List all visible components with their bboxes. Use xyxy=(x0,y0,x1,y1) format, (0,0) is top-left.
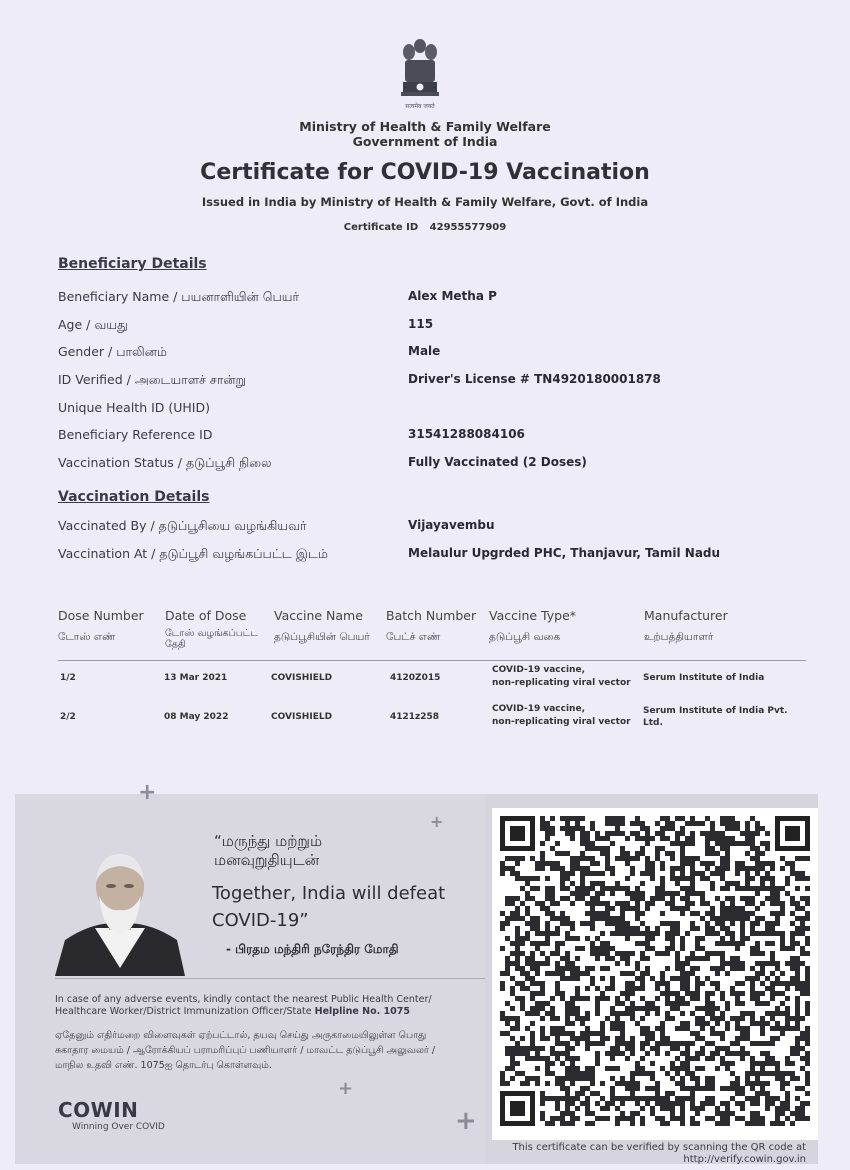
verify-text: This certificate can be verified by scanning the QR code at xyxy=(512,1142,806,1153)
batch-number: 4120Z015 xyxy=(390,673,441,683)
vaccination-details-heading: Vaccination Details xyxy=(58,489,210,505)
vaccine-type-line1: COVID-19 vaccine, xyxy=(492,665,585,675)
beneficiary-name-row xyxy=(58,289,818,309)
divider xyxy=(55,978,485,979)
svg-text:सत्यमेव जयते: सत्यमेव जयते xyxy=(405,103,435,110)
notice-line: மாநில உதவி எண். 1075ஐ தொடர்பு கொள்ளவும். xyxy=(55,1060,272,1071)
col-label-ta: பேட்ச் எண் xyxy=(386,631,441,643)
field-label: Vaccinated By / தடுப்பூசியை வழங்கியவர் xyxy=(58,518,307,533)
beneficiary-details-heading: Beneficiary Details xyxy=(58,256,207,272)
plus-decoration-icon: + xyxy=(138,780,157,805)
vaccination-status-row xyxy=(58,455,818,475)
notice-line: ஏதேனும் எதிர்மறை விளைவுகள் ஏற்பட்டால், தயவு செய்து அருகாமையிலுள்ள பொது xyxy=(55,1030,427,1041)
field-label: Vaccination At / தடுப்பூசி வழங்கப்பட்ட இடம் xyxy=(58,546,328,561)
field-value: Driver's License # TN4920180001878 xyxy=(408,372,661,386)
manufacturer-line1: Serum Institute of India xyxy=(643,673,765,683)
dose-date: 08 May 2022 xyxy=(164,712,229,722)
plus-decoration-icon: + xyxy=(430,812,444,831)
plus-decoration-icon: + xyxy=(338,1078,354,1099)
vaccine-name: COVISHIELD xyxy=(271,712,333,722)
manufacturer-line2: Ltd. xyxy=(643,718,663,728)
verify-url: http://verify.cowin.gov.in xyxy=(683,1154,806,1165)
government-name: Government of India xyxy=(352,134,498,149)
field-value: Melaulur Upgrded PHC, Thanjavur, Tamil Nadu xyxy=(408,546,721,560)
batch-number: 4121z258 xyxy=(390,712,440,722)
field-label: Beneficiary Reference ID xyxy=(58,427,213,442)
col-label-ta: டோஸ் எண் xyxy=(58,631,116,643)
vaccine-name: COVISHIELD xyxy=(271,673,333,683)
col-date xyxy=(165,608,258,650)
field-label: Unique Health ID (UHID) xyxy=(58,400,210,415)
col-label-ta: டோஸ் வழங்கப்பட்ட தேதி xyxy=(165,628,258,650)
quote-english-line: Together, India will defeat xyxy=(212,883,446,904)
field-label: Age / வயது xyxy=(58,317,128,332)
field-value: 31541288084106 xyxy=(408,427,525,441)
notice-line: In case of any adverse events, kindly contact the nearest Public Health Center/ xyxy=(55,994,432,1005)
vaccination-at-row xyxy=(58,546,818,566)
col-label-en: Vaccine Type* xyxy=(489,608,577,623)
dose-date: 13 Mar 2021 xyxy=(164,673,228,683)
certificate-title: Certificate for COVID-19 Vaccination xyxy=(200,160,650,185)
dose-table-header xyxy=(58,608,806,661)
dose-number: 2/2 xyxy=(60,712,76,722)
col-label-en: Dose Number xyxy=(58,608,144,623)
vaccinated-by-row xyxy=(58,518,818,538)
qr-code xyxy=(492,808,818,1140)
certificate-id xyxy=(0,222,850,233)
field-label: ID Verified / அடையாளச் சான்று xyxy=(58,372,246,387)
vaccine-type-line2: non-replicating viral vector xyxy=(492,717,631,727)
id-verified-row xyxy=(58,372,818,392)
qr-code-icon xyxy=(500,816,810,1132)
plus-decoration-icon: + xyxy=(455,1106,477,1136)
col-label-en: Date of Dose xyxy=(165,608,247,623)
col-vaccine-name xyxy=(274,608,370,643)
field-label: Beneficiary Name / பயனாளியின் பெயர் xyxy=(58,289,299,304)
dose-number: 1/2 xyxy=(60,673,76,683)
certificate-id-value: 42955577909 xyxy=(429,222,507,233)
cowin-tagline: Winning Over COVID xyxy=(72,1122,165,1132)
col-label-ta: உற்பத்தியாளர் xyxy=(644,631,714,643)
reference-id-row xyxy=(58,427,818,447)
col-manufacturer xyxy=(644,608,728,643)
col-batch-number xyxy=(386,608,477,643)
field-value: 115 xyxy=(408,317,434,331)
gender-row xyxy=(58,344,818,364)
quote-english xyxy=(212,880,445,934)
field-label: Vaccination Status / தடுப்பூசி நிலை xyxy=(58,455,272,470)
helpline-number: Helpline No. 1075 xyxy=(314,1006,410,1017)
adverse-events-notice-tamil xyxy=(55,1028,475,1073)
adverse-events-notice xyxy=(55,994,475,1018)
national-emblem-icon xyxy=(395,36,445,114)
col-label-en: Manufacturer xyxy=(644,608,728,623)
vaccine-type-line2: non-replicating viral vector xyxy=(492,678,631,688)
field-label: Gender / பாலினம் xyxy=(58,344,167,359)
ministry-name: Ministry of Health & Family Welfare xyxy=(299,119,551,134)
age-row xyxy=(58,317,818,337)
col-label-ta: தடுப்பூசி வகை xyxy=(489,631,561,643)
col-label-en: Batch Number xyxy=(386,608,477,623)
table-row xyxy=(58,665,806,695)
table-row xyxy=(58,704,806,734)
quote-tamil-line: “மருந்து மற்றும் xyxy=(214,832,323,850)
certificate-id-label: Certificate ID xyxy=(343,222,419,233)
field-value: Vijayavembu xyxy=(408,518,495,532)
col-label-en: Vaccine Name xyxy=(274,608,363,623)
quote-tamil xyxy=(214,832,322,870)
field-value: Male xyxy=(408,344,441,358)
col-vaccine-type xyxy=(489,608,577,643)
col-label-ta: தடுப்பூசியின் பெயர் xyxy=(274,631,370,643)
issued-by: Issued in India by Ministry of Health & Family Welfare, Govt. of India xyxy=(201,195,649,209)
uhid-row xyxy=(58,400,818,420)
verification-note xyxy=(492,1142,806,1166)
manufacturer-line1: Serum Institute of India Pvt. xyxy=(643,706,788,716)
notice-text: Healthcare Worker/District Immunization Officer/State xyxy=(55,1006,315,1017)
quote-english-line: COVID-19” xyxy=(212,910,309,931)
notice-line xyxy=(55,1006,475,1018)
quote-attribution: - பிரதம மந்திரி நரேந்திர மோதி xyxy=(226,942,399,956)
vaccine-type-line1: COVID-19 vaccine, xyxy=(492,704,585,714)
field-value: Alex Metha P xyxy=(408,289,497,303)
prime-minister-photo xyxy=(55,848,185,976)
field-value: Fully Vaccinated (2 Doses) xyxy=(408,455,587,469)
cowin-logo: COWIN xyxy=(58,1098,139,1122)
notice-line: சுகாதார மையம் / ஆரோக்கியப் பராமரிப்புப் பணியாளர் / மாவட்ட தடுப்பூசி அலுவலர் / xyxy=(55,1045,436,1056)
col-dose-number xyxy=(58,608,144,643)
quote-tamil-line: மனவுறுதியுடன் xyxy=(214,851,320,869)
